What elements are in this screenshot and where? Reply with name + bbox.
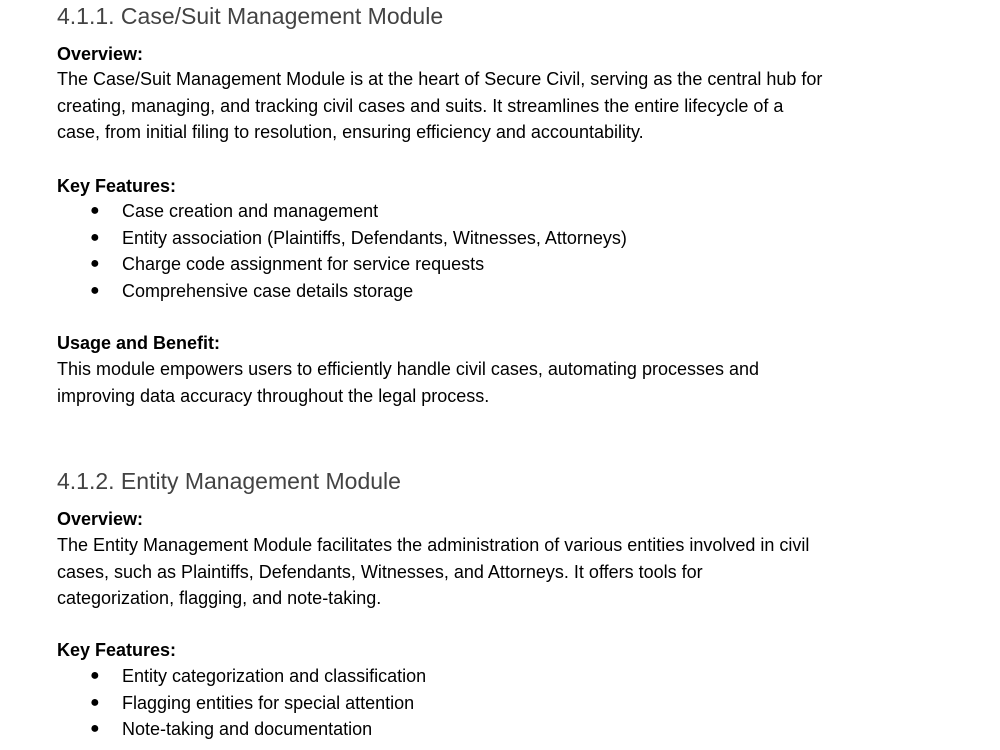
bullet-icon: ● — [90, 667, 100, 684]
list-item — [57, 716, 426, 743]
overview-label: Overview: — [57, 509, 144, 529]
list-item — [57, 251, 627, 278]
list-item-text: Entity association (Plaintiffs, Defendants, Witnesses, Attorneys) — [122, 227, 627, 248]
overview-paragraph — [57, 532, 937, 612]
section-heading-entity: 4.1.2. Entity Management Module — [57, 468, 401, 494]
bullet-icon: ● — [90, 202, 100, 219]
paragraph-line: creating, managing, and tracking civil cases and suits. It streamlines the entire lifecycle of a — [57, 95, 784, 116]
bullet-icon: ● — [90, 693, 100, 711]
bullet-icon: ● — [90, 255, 100, 272]
paragraph-line: The Entity Management Module facilitates the administration of various entities involved in civil — [57, 535, 810, 555]
paragraph-line: categorization, flagging, and note-taking. — [57, 588, 382, 608]
key-features-label: Key Features: — [57, 640, 177, 660]
paragraph-line: improving data accuracy throughout the legal process. — [57, 385, 490, 406]
key-features-list — [57, 663, 426, 743]
list-item — [57, 198, 627, 225]
bullet-icon: ● — [90, 720, 100, 737]
paragraph-line: This module empowers users to efficiently handle civil cases, automating processes and — [57, 359, 760, 379]
usage-benefit-label: Usage and Benefit: — [57, 333, 221, 353]
overview-label: Overview: — [57, 44, 144, 64]
list-item-text: Comprehensive case details storage — [122, 280, 414, 301]
overview-paragraph — [57, 66, 937, 146]
section-heading-case-suit: 4.1.1. Case/Suit Management Module — [57, 3, 444, 29]
list-item-text: Charge code assignment for service requests — [122, 254, 485, 274]
list-item — [57, 278, 627, 305]
list-item-text: Entity categorization and classification — [122, 666, 427, 686]
list-item — [57, 690, 426, 717]
key-features-list — [57, 198, 627, 304]
list-item — [57, 225, 627, 252]
key-features-label: Key Features: — [57, 176, 177, 196]
list-item-text: Flagging entities for special attention — [122, 692, 415, 713]
usage-benefit-paragraph — [57, 356, 937, 409]
paragraph-line: case, from initial filing to resolution, ensuring efficiency and accountability. — [57, 122, 644, 142]
list-item — [57, 663, 426, 690]
list-item-text: Case creation and management — [122, 201, 379, 221]
bullet-icon: ● — [90, 281, 100, 299]
list-item-text: Note-taking and documentation — [122, 719, 373, 739]
paragraph-line: The Case/Suit Management Module is at the heart of Secure Civil, serving as the central hub for — [57, 69, 823, 89]
paragraph-line: cases, such as Plaintiffs, Defendants, Witnesses, and Attorneys. It offers tools for — [57, 561, 703, 582]
bullet-icon: ● — [90, 228, 100, 246]
